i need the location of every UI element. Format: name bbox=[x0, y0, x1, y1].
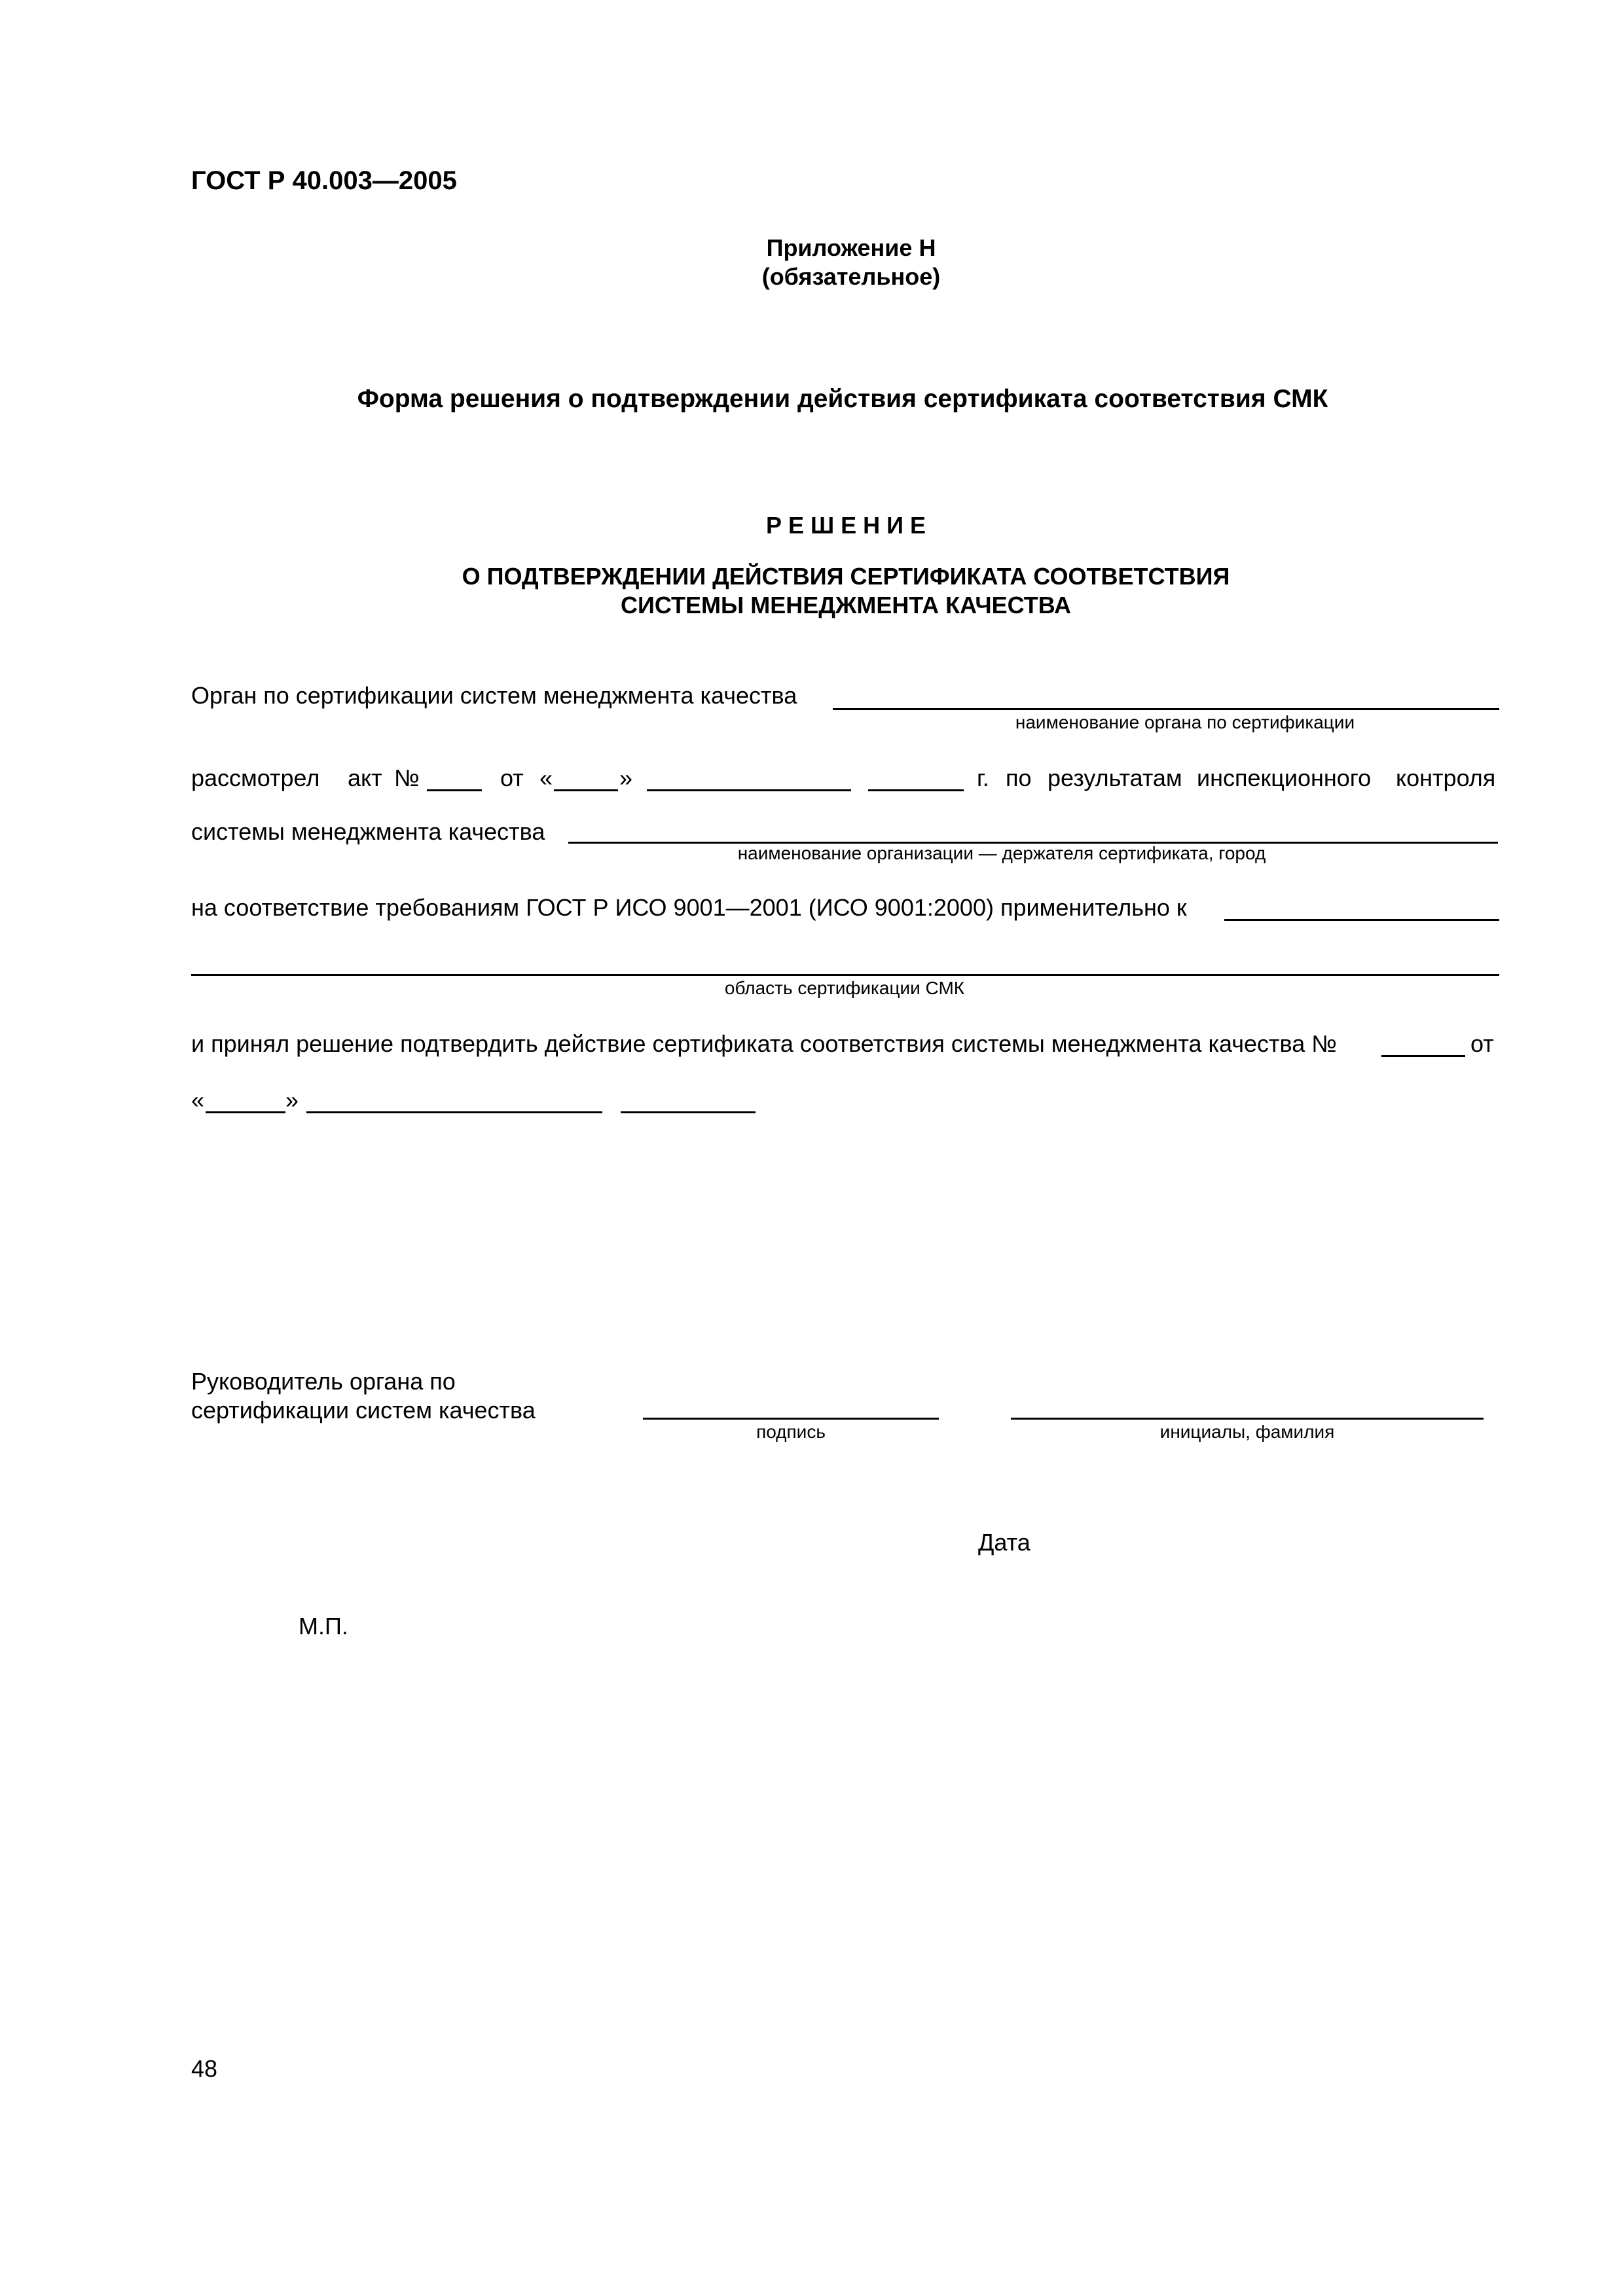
reviewed-word-9: контроля bbox=[1396, 764, 1496, 791]
organ-name-field[interactable] bbox=[833, 708, 1499, 710]
appendix-status: (обязательное) bbox=[761, 263, 941, 290]
reviewed-word-1: рассмотрел bbox=[191, 764, 320, 791]
act-year-field[interactable] bbox=[868, 789, 964, 791]
name-caption: инициалы, фамилия bbox=[1159, 1422, 1335, 1442]
reviewed-word-4: от bbox=[500, 764, 524, 791]
certificate-number-field[interactable] bbox=[1381, 1055, 1465, 1057]
certificate-day-field[interactable] bbox=[206, 1111, 285, 1113]
certificate-month-field[interactable] bbox=[306, 1111, 602, 1113]
document-number: ГОСТ Р 40.003—2005 bbox=[191, 166, 457, 195]
head-role-line2: сертификации систем качества bbox=[191, 1397, 536, 1424]
head-role-line1: Руководитель органа по bbox=[191, 1368, 456, 1395]
act-month-field[interactable] bbox=[647, 789, 851, 791]
conformity-text: на соответствие требованиям ГОСТ Р ИСО 9001—2001 (ИСО 9001:2000) применительно к bbox=[191, 894, 1187, 921]
quote-open: « bbox=[539, 764, 553, 791]
form-title: Форма решения о подтверждении действия сертификата соответствия СМК bbox=[357, 385, 1328, 413]
reviewed-word-2: акт bbox=[348, 764, 382, 791]
quote-close: » bbox=[619, 764, 633, 791]
reviewed-word-8: инспекционного bbox=[1197, 764, 1372, 791]
organ-caption: наименование органа по сертификации bbox=[1015, 712, 1355, 732]
appendix-title: Приложение Н bbox=[766, 234, 936, 261]
reviewed-word-7: результатам bbox=[1048, 764, 1182, 791]
decision-subheading-line1: О ПОДТВЕРЖДЕНИИ ДЕЙСТВИЯ СЕРТИФИКАТА СООТВЕТСТВИЯ bbox=[462, 563, 1230, 590]
reviewed-word-3: № bbox=[394, 764, 420, 791]
act-day-field[interactable] bbox=[554, 789, 618, 791]
scope-caption: область сертификации СМК bbox=[724, 978, 965, 998]
scope-field-start[interactable] bbox=[1224, 919, 1499, 921]
organ-label: Орган по сертификации систем менеджмента качества bbox=[191, 682, 797, 709]
quote-open-2: « bbox=[191, 1086, 205, 1113]
qms-label: системы менеджмента качества bbox=[191, 818, 545, 845]
seal-label: М.П. bbox=[299, 1613, 348, 1640]
date-label: Дата bbox=[978, 1529, 1030, 1556]
decision-from: от bbox=[1470, 1030, 1494, 1057]
decision-heading: Р Е Ш Е Н И Е bbox=[765, 512, 926, 539]
signature-field[interactable] bbox=[643, 1418, 939, 1420]
reviewed-word-6: по bbox=[1006, 764, 1032, 791]
qms-caption: наименование организации — держателя сертификата, город bbox=[737, 843, 1266, 863]
quote-close-2: » bbox=[285, 1086, 299, 1113]
decision-text: и принял решение подтвердить действие сертификата соответствия системы менеджмента качества № bbox=[191, 1030, 1337, 1057]
reviewed-word-5: г. bbox=[977, 764, 989, 791]
scope-field[interactable] bbox=[191, 974, 1499, 976]
name-field[interactable] bbox=[1011, 1418, 1484, 1420]
page-number: 48 bbox=[191, 2055, 218, 2082]
signature-caption: подпись bbox=[756, 1422, 826, 1442]
decision-subheading-line2: СИСТЕМЫ МЕНЕДЖМЕНТА КАЧЕСТВА bbox=[621, 592, 1071, 619]
act-number-field[interactable] bbox=[427, 789, 482, 791]
certificate-year-field[interactable] bbox=[621, 1111, 756, 1113]
